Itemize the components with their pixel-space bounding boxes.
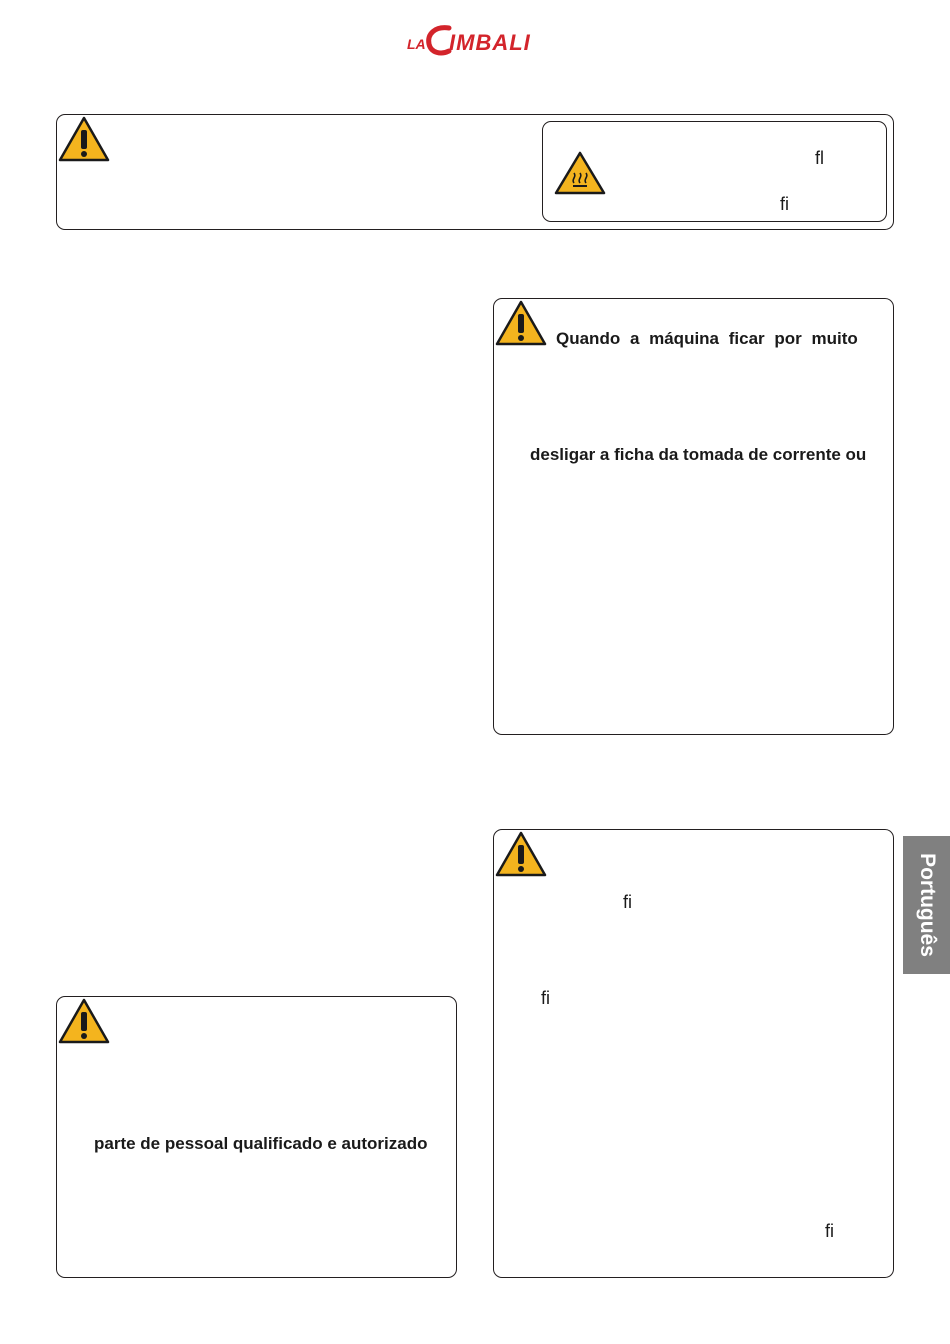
right-warning-box-2: [493, 829, 894, 1278]
warning-triangle-icon: [494, 830, 548, 878]
language-tab-label: Português: [915, 853, 939, 957]
warning-triangle-icon: [57, 997, 111, 1045]
inner-text-2: ﬁ: [780, 194, 789, 214]
warning-triangle-icon: [57, 115, 111, 163]
hot-surface-icon: [553, 150, 607, 196]
inner-text-1: ﬂ: [815, 148, 824, 168]
svg-text:IMBALI: IMBALI: [449, 30, 531, 55]
text-line-1: parte de pessoal qualificado e autorizado: [94, 1134, 428, 1153]
top-warning-box: [56, 114, 894, 230]
text-line-1: ﬁ: [623, 892, 632, 912]
text-line-2: desligar a ficha da tomada de corrente ou: [530, 445, 867, 464]
language-tab: [903, 836, 950, 974]
svg-text:LA: LA: [407, 36, 426, 52]
text-line-3: ﬁ: [825, 1221, 834, 1241]
la-cimbali-logo: [405, 22, 547, 58]
text-line-1: Quando a máquina ficar por muito: [556, 329, 858, 348]
right-warning-box-1: [493, 298, 894, 735]
hot-surface-inner-box: [542, 121, 887, 222]
left-warning-box: [56, 996, 457, 1278]
text-line-2: ﬁ: [541, 988, 550, 1008]
warning-triangle-icon: [494, 299, 548, 347]
